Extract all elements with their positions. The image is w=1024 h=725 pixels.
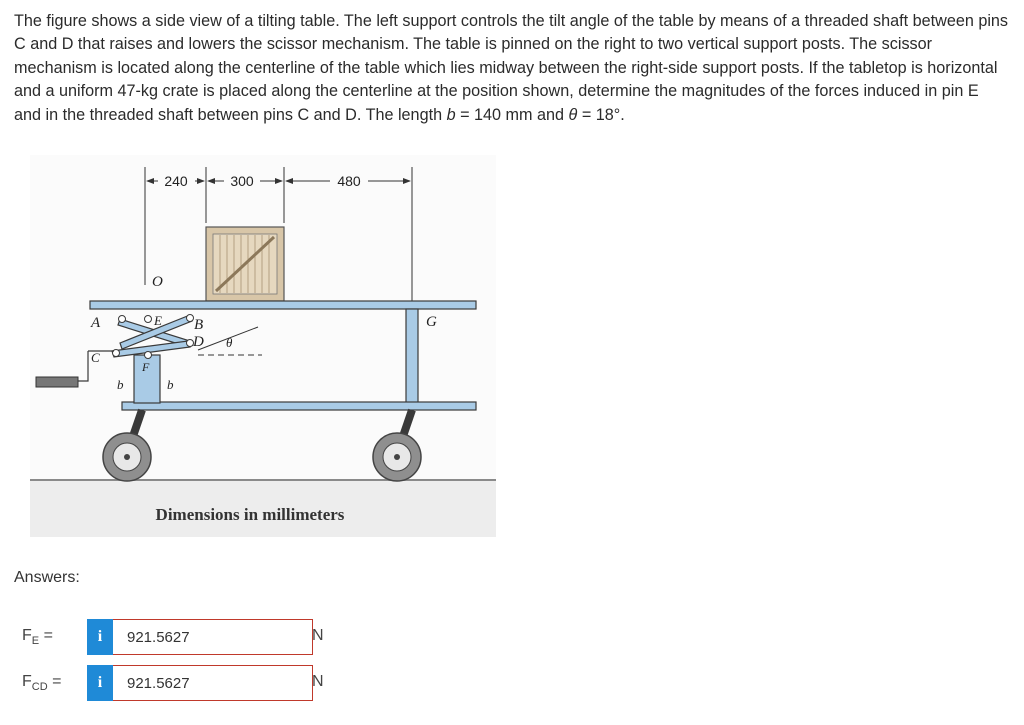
subscript-cd: CD (31, 681, 48, 694)
problem-text-1: The figure shows a side view of a tilting table. The left support controls the tilt angle of the table by means of a threaded shaft between pins C and D that raises and lowers the scissor mechanism. The table is pinned on the right to two vertical support posts. The scissor mechanism is located along the centerline of the table which lies midway between the right-side support posts. If the tabletop is horizontal and a uniform 47-kg crate is placed along the centerline at the position shown, determine the magnitudes of the forces induced in pin E and in the threaded shaft between pins C and D. The length (14, 12, 1009, 124)
answer-row-fe (0, 619, 1024, 655)
figure-svg (30, 155, 496, 537)
symbol-f: F (22, 627, 32, 644)
unit-label: N (312, 627, 324, 644)
label-e: E (154, 313, 162, 328)
subscript-e: E (31, 635, 40, 648)
dim-240: 240 (164, 173, 188, 189)
answer-row-fcd (0, 665, 1024, 701)
label-c: C (91, 350, 100, 365)
dim-480: 480 (337, 173, 361, 189)
answer-label-fcd (22, 673, 61, 693)
label-d: D (193, 334, 204, 350)
figure-caption: Dimensions in millimeters (155, 505, 345, 524)
answer-input-fe[interactable] (113, 619, 313, 655)
equals-sign: = (39, 627, 53, 644)
label-b: B (194, 317, 204, 333)
label-b-right: b (167, 377, 174, 392)
answers-label: Answers: (14, 569, 80, 586)
answer-label-fe (22, 627, 53, 647)
label-o: O (152, 274, 163, 290)
lower-frame (122, 402, 476, 410)
unit-label: N (312, 673, 324, 690)
answer-input-fcd[interactable] (113, 665, 313, 701)
tilting-table-figure (30, 155, 496, 537)
info-button[interactable]: i (87, 619, 113, 655)
problem-statement (14, 10, 1010, 127)
right-post (406, 309, 418, 405)
label-g: G (426, 314, 437, 330)
equals-sign: = (47, 673, 62, 690)
problem-text-3: = 18°. (577, 105, 625, 124)
var-theta: θ (568, 105, 578, 124)
label-f: F (142, 360, 150, 374)
crate (206, 227, 284, 301)
dim-300: 300 (230, 173, 254, 189)
symbol-f: F (22, 673, 32, 690)
problem-text-2: = 140 mm and (455, 105, 569, 124)
tabletop (90, 301, 476, 309)
crank-handle (36, 377, 78, 387)
info-button[interactable]: i (87, 665, 113, 701)
label-a: A (91, 315, 101, 331)
label-b-left: b (117, 377, 124, 392)
var-b: b (446, 105, 456, 124)
label-theta: θ (226, 335, 233, 350)
